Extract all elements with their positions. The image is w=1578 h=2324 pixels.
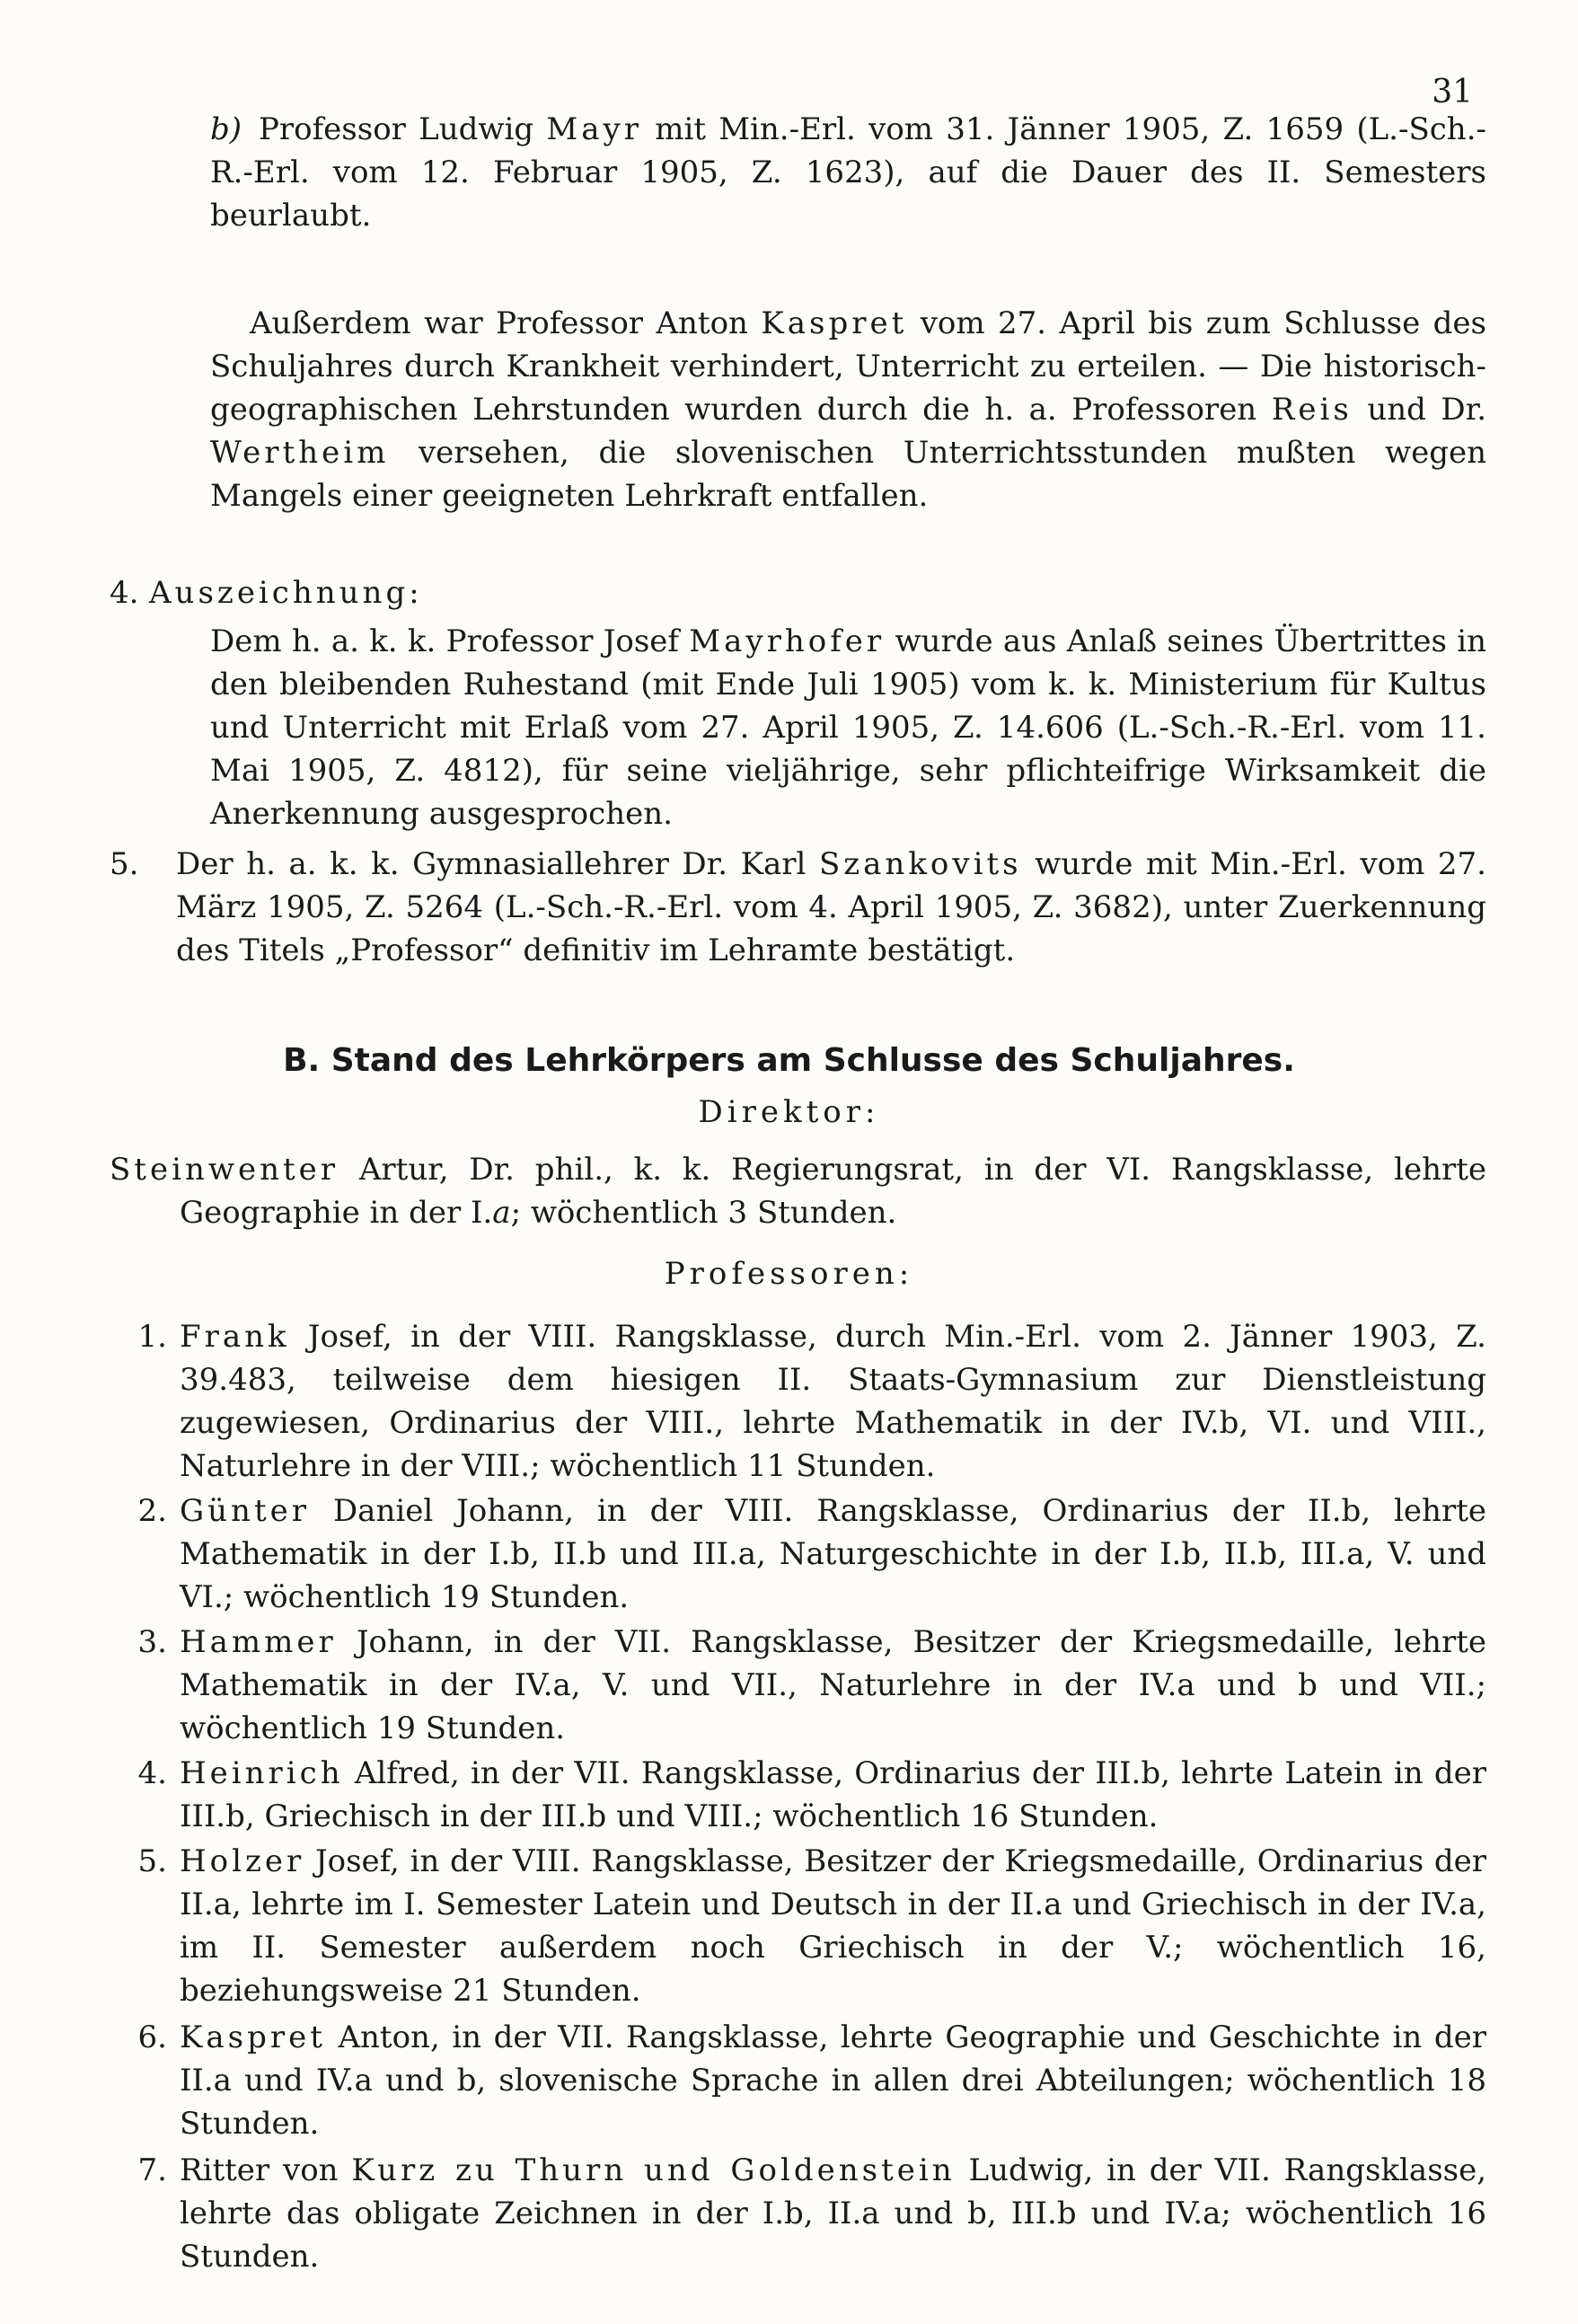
direktor-text-2: ; wöchentlich 3 Stunden. [510, 1195, 897, 1231]
section-5-text-2: wurde mit Min.-Erl. vom 27. März 1905, Z. 5264 (L.-Sch.-R.-Erl. vom 4. April 1905, Z. 3682), unter Zuerkennung des Titels „Professor“ definitiv im Lehramte bestätigt. [176, 846, 1486, 968]
absence-text-1: Außerdem war Professor Anton [250, 305, 748, 341]
professor-2-number: 2. [137, 1493, 167, 1529]
professor-1-text: Josef, in der VIII. Rangsklasse, durch Min.-Erl. vom 2. Jänner 1903, Z. 39.483, teilweise dem hiesigen II. Staats-Gymnasium zur Dienstleistung zugewiesen, Ordinarius der VIII., lehrte Mathematik in der IV.b, VI. und VIII., Naturlehre in der VIII.; wöchentlich 11 Stunden. [180, 1319, 1486, 1484]
section-5-number: 5. [110, 846, 139, 882]
section-4-number: 4. [110, 575, 139, 611]
professor-3-entry [180, 1621, 1486, 1750]
page-number: 31 [1432, 74, 1473, 110]
section-4-text-1: Dem h. a. k. k. Professor Josef [210, 623, 680, 659]
section-5-paragraph [176, 843, 1486, 972]
professor-5-name: Holzer [180, 1843, 305, 1879]
professor-7-entry [180, 2149, 1486, 2278]
professor-7-number: 7. [137, 2152, 167, 2188]
absence-text-3: und Dr. [1367, 392, 1487, 428]
professoren-heading: Professoren: [664, 1256, 914, 1292]
item-b-paragraph [210, 108, 1486, 237]
professor-4-number: 4. [137, 1755, 167, 1791]
absence-paragraph [210, 302, 1486, 517]
direktor-entry [110, 1148, 1486, 1234]
professor-2-name: Günter [180, 1493, 310, 1529]
item-b-label: b) [210, 111, 242, 147]
professor-4-entry [180, 1752, 1486, 1838]
professor-5-number: 5. [137, 1843, 167, 1879]
professor-6-entry [180, 2016, 1486, 2145]
section-b-heading: B. Stand des Lehrkörpers am Schlusse des Schuljahres. [283, 1042, 1295, 1079]
professor-1-entry [180, 1315, 1486, 1488]
professor-1-number: 1. [137, 1319, 167, 1355]
direktor-text-1: Artur, Dr. phil., k. k. Regierungsrat, in der VI. Rangsklasse, lehrte Geographie in der I. [180, 1152, 1487, 1231]
item-b-text-post: mit Min.-Erl. vom 31. Jänner 1905, Z. 1659 (L.-Sch.-R.-Erl. vom 12. Februar 1905, Z. 1623), auf die Dauer des II. Semesters beurlaubt. [210, 111, 1486, 234]
professor-6-text: Anton, in der VII. Rangsklasse, lehrte Geographie und Geschichte in der II.a und IV.a und b, slovenische Sprache in allen drei Abteilungen; wöchentlich 18 Stunden. [180, 2019, 1486, 2142]
section-5-text-1: Der h. a. k. k. Gymnasiallehrer Dr. Karl [176, 846, 807, 882]
professor-2-entry [180, 1489, 1486, 1619]
section-4-title: Auszeichnung: [149, 575, 423, 611]
professor-6-name: Kaspret [180, 2019, 326, 2055]
item-b-text-pre: Professor Ludwig [259, 111, 534, 147]
professor-2-text: Daniel Johann, in der VIII. Rangsklasse, Ordinarius der II.b, lehrte Mathematik in der I.b, II.b und III.a, Naturgeschichte in der I.b, II.b, III.a, V. und VI.; wöchentlich 19 Stunden. [180, 1493, 1486, 1615]
absence-text-4: versehen, die slovenischen Unterrichtsstunden mußten wegen Mangels einer geeigneten Lehrkraft entfallen. [210, 435, 1486, 514]
professor-1-name: Frank [180, 1319, 290, 1355]
section-4-name: Mayrhofer [689, 623, 886, 659]
professor-7-text: Ludwig, in der VII. Rangsklasse, lehrte das obligate Zeichnen in der I.b, II.a und b, III.b und IV.a; wöchentlich 16 Stunden. [180, 2152, 1487, 2275]
professor-3-text: Johann, in der VII. Rangsklasse, Besitzer der Kriegsmedaille, lehrte Mathematik in der IV.a, V. und VII., Naturlehre in der IV.a und b und VII.; wöchentlich 19 Stunden. [180, 1624, 1486, 1746]
absence-name-reis: Reis [1271, 392, 1353, 428]
professor-5-text: Josef, in der VIII. Rangsklasse, Besitzer der Kriegsmedaille, Ordinarius der II.a, lehrte im I. Semester Latein und Deutsch in der II.a und Griechisch in der IV.a, im II. Semester außerdem noch Griechisch in der V.; wöchentlich 16, beziehungsweise 21 Stunden. [180, 1843, 1486, 2009]
professor-6-number: 6. [137, 2019, 167, 2055]
section-5-name: Szankovits [818, 846, 1022, 882]
professor-3-name: Hammer [180, 1624, 337, 1660]
absence-text-2: vom 27. April bis zum Schlusse des Schuljahres durch Krankheit verhindert, Unterricht zu erteilen. — Die historisch-geographischen Lehrstunden wurden durch die h. a. Professoren [210, 305, 1486, 428]
direktor-heading: Direktor: [698, 1094, 880, 1130]
professor-7-name: Kurz zu Thurn und Goldenstein [351, 2152, 956, 2188]
direktor-name: Steinwenter [110, 1152, 339, 1188]
professor-4-text: Alfred, in der VII. Rangsklasse, Ordinarius der III.b, lehrte Latein in der III.b, Griechisch in der III.b und VIII.; wöchentlich 16 Stunden. [180, 1755, 1486, 1834]
professor-4-name: Heinrich [180, 1755, 344, 1791]
professor-3-number: 3. [137, 1624, 167, 1660]
absence-name-kaspret: Kaspret [761, 305, 908, 341]
professor-5-entry [180, 1840, 1486, 2012]
absence-name-wertheim: Wertheim [210, 435, 390, 471]
section-4-paragraph [210, 620, 1486, 835]
item-b-name: Mayr [546, 111, 642, 147]
section-4-text-2: wurde aus Anlaß seines Übertrittes in den bleibenden Ruhestand (mit Ende Juli 1905) vom k. k. Ministerium für Kultus und Unterricht mit Erlaß vom 27. April 1905, Z. 14.606 (L.-Sch.-R.-Erl. vom 11. Mai 1905, Z. 4812), für seine vieljährige, sehr pflichteifrige Wirksamkeit die Anerkennung ausgesprochen. [210, 623, 1487, 832]
professor-7-name-prefix: Ritter von [180, 2152, 339, 2188]
direktor-class: a [492, 1195, 511, 1231]
